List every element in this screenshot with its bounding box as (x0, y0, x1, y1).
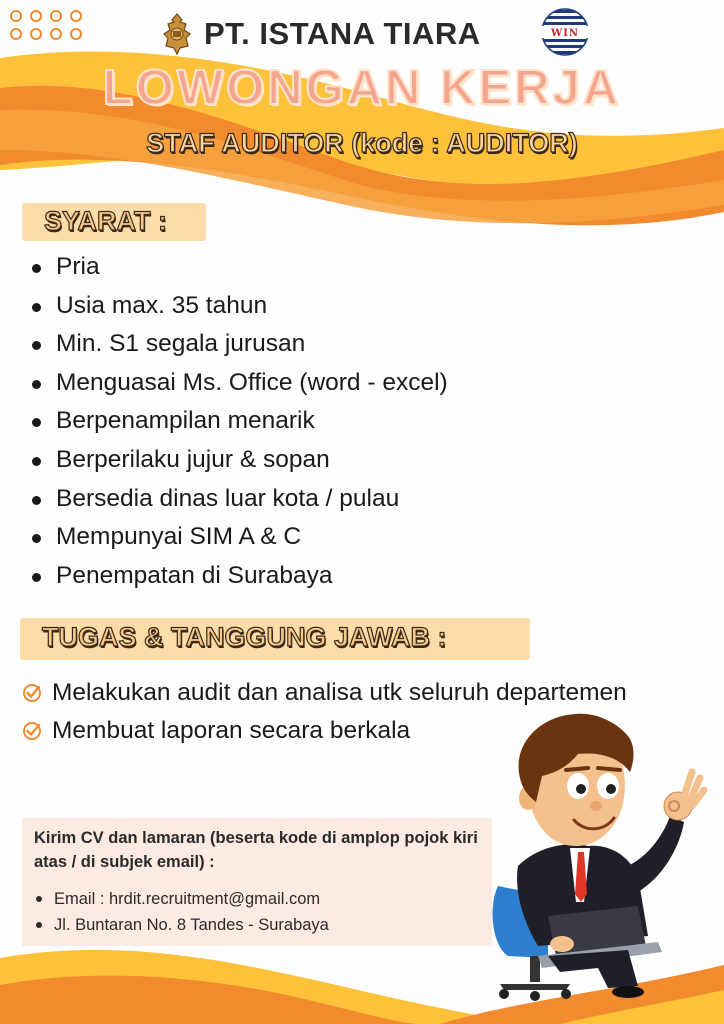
requirement-item: Usia max. 35 tahun (30, 289, 448, 328)
requirements-list (30, 250, 448, 597)
requirement-item: Menguasai Ms. Office (word - excel) (30, 366, 448, 405)
crest-logo-icon (160, 12, 194, 56)
main-title: LOWONGAN KERJA (102, 61, 622, 115)
company-name: PT. ISTANA TIARA (204, 16, 481, 51)
win-logo-icon (537, 8, 593, 56)
duty-text: Melakukan audit dan analisa utk seluruh departemen (52, 679, 627, 706)
contact-intro: Kirim CV dan lamaran (beserta kode di amplop pojok kiri atas / di subjek email) : (34, 829, 478, 871)
requirement-item: Berpenampilan menarik (30, 404, 448, 443)
businessman-mascot-illustration (478, 706, 714, 1006)
contact-email: Email : hrdit.recruitment@gmail.com (34, 886, 329, 912)
requirements-heading: SYARAT : (44, 206, 168, 236)
check-circle-icon (22, 683, 42, 703)
requirement-item: Penempatan di Surabaya (30, 559, 448, 598)
requirement-item: Bersedia dinas luar kota / pulau (30, 482, 448, 521)
check-circle-icon (22, 721, 42, 741)
duty-text: Membuat laporan secara berkala (52, 717, 411, 744)
job-subtitle: STAF AUDITOR (kode : AUDITOR) (146, 128, 578, 158)
requirement-item: Pria (30, 250, 448, 289)
contact-address: Jl. Buntaran No. 8 Tandes - Surabaya (34, 912, 329, 938)
requirement-item: Berperilaku jujur & sopan (30, 443, 448, 482)
win-logo-text: WIN (550, 28, 580, 39)
requirement-item: Mempunyai SIM A & C (30, 520, 448, 559)
contact-list (34, 886, 329, 938)
requirement-item: Min. S1 segala jurusan (30, 327, 448, 366)
decorative-dots (10, 10, 94, 42)
duties-heading: TUGAS & TANGGUNG JAWAB : (42, 622, 447, 652)
